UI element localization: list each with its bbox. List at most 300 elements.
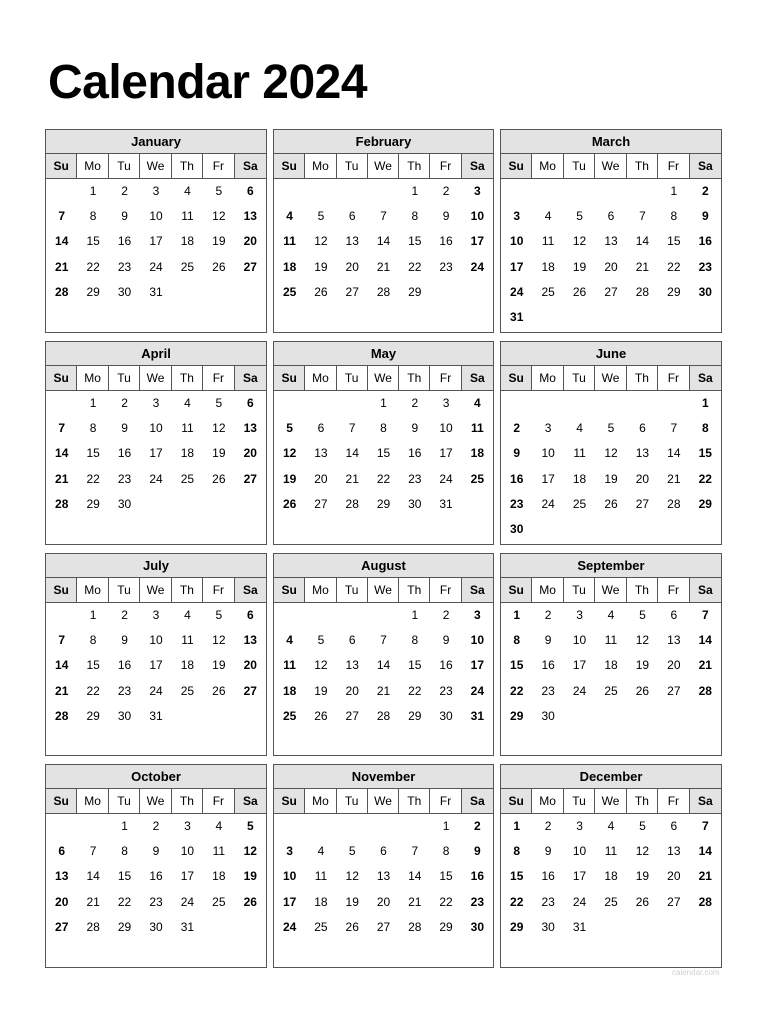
day-cell: 14 [667,446,681,461]
day-cell: 5 [607,421,615,436]
day-cell: 1 [513,819,521,833]
day-cell: 2 [513,421,521,436]
empty-day-cell [305,179,336,204]
day-cell: 6 [348,209,356,224]
day-cell: 27 [667,894,681,909]
day-cell: 22 [510,683,524,698]
weekday-label: Su [274,578,305,602]
day-cell: 9 [121,421,128,436]
day-cell: 29 [698,496,712,511]
day-cell: 29 [376,496,391,511]
day-cell: 5 [246,819,254,833]
day-cell: 26 [314,284,328,299]
weekday-label: We [595,154,626,178]
weekday-label: Fr [658,578,689,602]
day-cell: 26 [635,894,650,909]
weekday-label: Tu [564,366,595,390]
day-cell: 2 [544,819,552,833]
day-cell: 7 [380,209,387,224]
empty-day-cell [274,179,305,204]
day-cell: 17 [572,658,587,673]
weekday-label: Su [501,366,532,390]
day-cell: 5 [215,184,223,198]
day-cell: 25 [180,471,195,486]
weekday-label: Sa [690,154,721,178]
day-cell: 27 [243,683,257,698]
day-cell: 13 [667,844,681,859]
day-cell: 26 [243,894,257,909]
day-cell: 16 [149,869,163,884]
day-cell: 22 [86,471,100,486]
weekday-label: Mo [532,366,563,390]
day-cell: 29 [408,708,422,723]
day-cell: 2 [442,608,450,622]
day-cell: 10 [180,844,195,859]
month-name: April [46,342,266,366]
weekday-label: We [140,366,171,390]
empty-day-cell [658,391,689,416]
day-cell: 6 [380,844,387,859]
day-grid [501,814,721,940]
day-cell: 8 [701,421,709,436]
day-cell: 15 [698,446,712,461]
day-cell: 24 [572,894,587,909]
day-cell: 26 [212,471,226,486]
day-cell: 28 [376,284,391,299]
day-cell: 14 [698,633,712,648]
day-cell: 8 [89,209,97,224]
day-cell: 1 [513,608,521,622]
day-cell: 28 [667,496,681,511]
day-cell: 16 [117,446,132,461]
month-may [273,341,494,545]
weekday-label: Th [627,578,658,602]
day-cell: 13 [376,869,391,884]
empty-day-cell [274,391,305,416]
day-cell: 28 [55,708,69,723]
day-cell: 30 [698,284,712,299]
day-cell: 30 [117,284,132,299]
day-cell: 31 [470,708,485,723]
day-cell: 7 [701,819,709,833]
day-cell: 28 [86,919,100,934]
day-cell: 12 [212,209,226,224]
weekday-label: Th [399,154,430,178]
day-cell: 28 [55,496,69,511]
day-cell: 9 [513,446,521,461]
day-cell: 15 [510,869,524,884]
day-cell: 18 [180,234,195,249]
day-cell: 16 [541,869,555,884]
day-cell: 22 [376,471,391,486]
day-cell: 23 [541,683,555,698]
weekday-label: Fr [430,366,461,390]
day-cell: 17 [180,869,195,884]
day-grid [274,391,493,517]
weekday-header-row [501,154,721,179]
day-cell: 26 [572,284,587,299]
day-cell: 25 [572,496,587,511]
day-cell: 4 [184,396,191,410]
month-august [273,553,494,756]
empty-day-cell [46,391,77,416]
month-name: January [46,130,266,154]
day-cell: 19 [345,894,359,909]
weekday-label: Fr [203,789,234,813]
weekday-label: Th [627,154,658,178]
day-cell: 20 [635,471,650,486]
day-cell: 10 [439,421,453,436]
empty-day-cell [595,179,626,204]
day-cell: 22 [510,894,524,909]
day-cell: 1 [380,396,387,410]
weekday-label: Tu [564,578,595,602]
weekday-label: Su [501,789,532,813]
day-cell: 12 [212,633,226,648]
day-cell: 5 [286,421,293,436]
day-cell: 21 [55,259,69,274]
day-cell: 21 [55,683,69,698]
day-cell: 25 [212,894,226,909]
weekday-label: Tu [337,366,368,390]
day-cell: 29 [86,284,100,299]
day-cell: 19 [212,658,226,673]
day-cell: 12 [635,633,650,648]
day-cell: 13 [345,658,359,673]
weekday-header-row [501,789,721,814]
day-cell: 11 [573,446,586,461]
day-cell: 1 [411,184,419,198]
weekday-label: Tu [109,578,140,602]
day-cell: 28 [408,919,422,934]
day-cell: 25 [282,708,297,723]
day-cell: 16 [541,658,555,673]
day-cell: 28 [698,683,712,698]
month-name: March [501,130,721,154]
day-cell: 8 [89,421,97,436]
month-name: August [274,554,493,578]
day-cell: 3 [576,608,583,622]
day-cell: 10 [149,421,163,436]
day-cell: 18 [180,658,195,673]
empty-day-cell [305,603,336,628]
day-cell: 18 [604,658,618,673]
day-cell: 19 [572,259,587,274]
weekday-label: Su [274,154,305,178]
day-cell: 14 [376,658,391,673]
day-cell: 27 [635,496,650,511]
month-name: June [501,342,721,366]
day-cell: 18 [541,259,555,274]
day-cell: 18 [314,894,328,909]
day-cell: 9 [544,633,552,648]
day-cell: 1 [670,184,678,198]
day-cell: 20 [243,658,257,673]
weekday-label: Th [627,366,658,390]
day-cell: 23 [439,683,453,698]
weekday-label: Mo [77,154,108,178]
day-cell: 4 [544,209,552,224]
day-cell: 23 [408,471,422,486]
day-cell: 27 [314,496,328,511]
day-cell: 4 [184,184,191,198]
day-cell: 17 [572,869,587,884]
empty-day-cell [337,179,368,204]
day-cell: 15 [408,234,422,249]
weekday-label: Tu [337,154,368,178]
weekday-label: Tu [109,789,140,813]
weekday-header-row [46,154,266,179]
day-cell: 3 [152,396,160,410]
day-cell: 9 [442,633,450,648]
month-march [500,129,722,333]
day-cell: 4 [286,633,293,648]
weekday-label: Tu [337,578,368,602]
day-cell: 2 [544,608,552,622]
weekday-label: Sa [690,578,721,602]
day-cell: 16 [117,234,132,249]
day-cell: 11 [541,234,555,249]
day-grid [274,814,493,940]
day-cell: 11 [314,869,328,884]
day-cell: 19 [243,869,257,884]
day-cell: 2 [121,608,128,622]
day-cell: 20 [314,471,328,486]
weekday-header-row [46,789,266,814]
day-cell: 1 [89,608,97,622]
day-cell: 12 [282,446,297,461]
day-grid [46,814,266,940]
weekday-label: Fr [203,366,234,390]
day-cell: 19 [314,683,328,698]
day-cell: 7 [411,844,419,859]
empty-day-cell [77,814,108,839]
weekday-label: Fr [430,154,461,178]
day-cell: 28 [345,496,359,511]
day-cell: 7 [89,844,97,859]
day-cell: 6 [670,819,678,833]
day-cell: 22 [408,259,422,274]
month-name: February [274,130,493,154]
day-cell: 8 [670,209,678,224]
day-cell: 13 [243,421,257,436]
day-cell: 24 [510,284,524,299]
day-cell: 30 [470,919,485,934]
day-cell: 28 [376,708,391,723]
day-cell: 18 [604,869,618,884]
day-cell: 10 [510,234,524,249]
day-cell: 27 [345,284,359,299]
day-cell: 1 [89,184,97,198]
day-cell: 23 [698,259,712,274]
empty-day-cell [274,814,305,839]
day-grid [501,603,721,729]
day-cell: 4 [184,608,191,622]
day-cell: 2 [701,184,709,198]
day-cell: 31 [149,284,163,299]
empty-day-cell [337,391,368,416]
weekday-label: Th [399,789,430,813]
weekday-label: Fr [430,789,461,813]
empty-day-cell [337,603,368,628]
weekday-label: We [140,578,171,602]
weekday-label: Fr [658,154,689,178]
day-cell: 12 [314,658,328,673]
day-cell: 12 [572,234,587,249]
day-cell: 31 [510,309,524,324]
day-cell: 10 [282,869,297,884]
day-cell: 4 [474,396,481,410]
day-cell: 22 [439,894,453,909]
day-cell: 26 [212,259,226,274]
day-cell: 29 [86,496,100,511]
day-cell: 27 [55,919,69,934]
empty-day-cell [337,814,368,839]
day-cell: 1 [411,608,419,622]
day-cell: 4 [215,819,223,833]
empty-day-cell [368,603,399,628]
day-cell: 18 [470,446,485,461]
day-cell: 5 [576,209,583,224]
day-cell: 30 [541,919,555,934]
empty-day-cell [46,179,77,204]
day-cell: 2 [152,819,160,833]
day-cell: 14 [55,658,69,673]
day-cell: 23 [117,683,132,698]
watermark: calendar.com [672,968,720,977]
day-cell: 4 [607,819,615,833]
day-cell: 11 [181,421,194,436]
day-grid [501,179,721,330]
day-cell: 13 [345,234,359,249]
weekday-header-row [501,578,721,603]
day-cell: 4 [286,209,293,224]
day-cell: 24 [180,894,195,909]
weekday-label: Su [501,578,532,602]
day-cell: 3 [152,608,160,622]
day-cell: 8 [442,844,450,859]
day-cell: 20 [667,869,681,884]
day-cell: 5 [215,608,223,622]
day-cell: 25 [604,683,618,698]
day-cell: 29 [510,708,524,723]
month-name: May [274,342,493,366]
day-cell: 25 [180,683,195,698]
day-cell: 8 [513,633,521,648]
day-cell: 17 [282,894,297,909]
day-cell: 7 [639,209,646,224]
day-cell: 21 [667,471,681,486]
weekday-header-row [46,578,266,603]
day-cell: 30 [149,919,163,934]
weekday-header-row [46,366,266,391]
day-cell: 26 [345,919,359,934]
day-cell: 15 [510,658,524,673]
day-cell: 16 [439,234,453,249]
empty-day-cell [368,179,399,204]
day-cell: 30 [117,708,132,723]
empty-day-cell [399,814,430,839]
day-cell: 27 [667,683,681,698]
day-cell: 19 [282,471,297,486]
day-cell: 12 [243,844,257,859]
weekday-label: Th [172,789,203,813]
day-cell: 3 [152,184,160,198]
month-july [45,553,267,756]
day-cell: 13 [314,446,328,461]
day-cell: 7 [58,209,66,224]
day-cell: 27 [604,284,618,299]
day-cell: 24 [470,683,485,698]
day-cell: 14 [376,234,391,249]
day-cell: 18 [212,869,226,884]
empty-day-cell [564,391,595,416]
day-cell: 21 [55,471,69,486]
day-cell: 14 [408,869,422,884]
month-april [45,341,267,545]
day-cell: 18 [282,683,297,698]
day-cell: 29 [510,919,524,934]
day-cell: 10 [541,446,555,461]
day-grid [46,603,266,729]
day-cell: 28 [55,284,69,299]
day-cell: 14 [86,869,100,884]
day-cell: 15 [86,446,100,461]
day-cell: 30 [510,521,524,536]
day-cell: 13 [55,869,69,884]
day-cell: 10 [149,633,163,648]
day-cell: 28 [635,284,650,299]
weekday-label: Mo [305,789,336,813]
day-cell: 31 [439,496,453,511]
day-cell: 24 [282,919,297,934]
day-cell: 11 [283,658,296,673]
day-cell: 3 [474,608,481,622]
day-cell: 9 [442,209,450,224]
day-cell: 17 [470,658,485,673]
month-name: July [46,554,266,578]
day-cell: 23 [117,471,132,486]
day-cell: 13 [243,209,257,224]
day-cell: 4 [317,844,325,859]
day-cell: 17 [149,446,163,461]
day-cell: 8 [411,633,419,648]
day-cell: 21 [635,259,650,274]
day-cell: 29 [667,284,681,299]
day-cell: 29 [439,919,453,934]
day-cell: 5 [215,396,223,410]
weekday-header-row [274,366,493,391]
day-cell: 19 [604,471,618,486]
day-cell: 20 [376,894,391,909]
day-cell: 7 [670,421,678,436]
day-cell: 7 [348,421,356,436]
day-cell: 11 [283,234,296,249]
day-cell: 6 [607,209,615,224]
month-september [500,553,722,756]
weekday-label: Sa [462,154,493,178]
weekday-label: Mo [532,789,563,813]
day-cell: 14 [698,844,712,859]
day-cell: 26 [604,496,618,511]
day-cell: 10 [470,209,485,224]
day-cell: 17 [510,259,524,274]
day-cell: 29 [86,708,100,723]
day-cell: 31 [180,919,195,934]
month-name: September [501,554,721,578]
empty-day-cell [532,179,563,204]
weekday-label: We [368,366,399,390]
